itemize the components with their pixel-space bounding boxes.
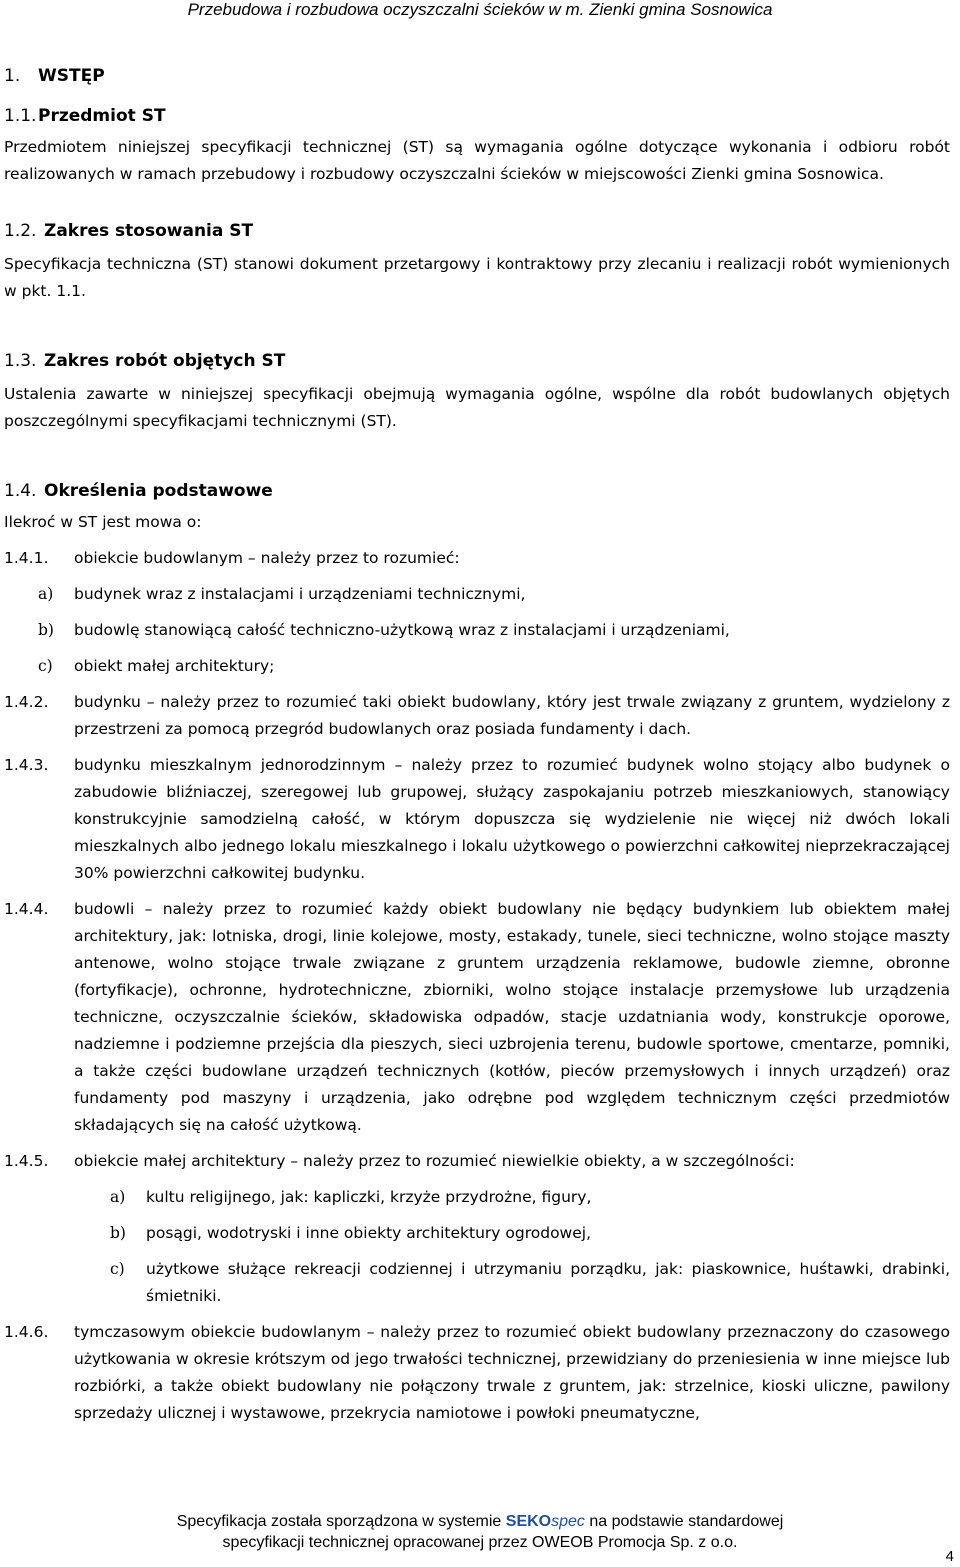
brand-part-b: spec [551,1513,585,1530]
definition-text: tymczasowym obiekcie budowlanym – należy przez to rozumieć obiekt budowlany przeznaczony do czasowego użytkowania w okresie krótszym od jego trwałości technicznej, przewidziany do przeniesienia w inne miejsce lub rozbiórki, a także obiekt budowlany nie połączony trwale z gruntem, jak: strzelnice, kioski uliczne, pawilony sprzedaży ulicznej i wystawowe, przekrycia namiotowe i powłoki pneumatyczne, [74,1323,950,1422]
definition [4,1319,950,1422]
definition [4,1148,950,1175]
footer-line-1 [0,1511,960,1532]
footer-line-2: specyfikacji technicznej opracowanej przez OWEOB Promocja Sp. z o.o. [222,1534,738,1551]
list-marker: c) [110,1260,125,1278]
definition [4,545,950,572]
paragraph: Specyfikacja techniczna (ST) stanowi dokument przetargowy i kontraktowy przy zlecaniu i realizacji robót wymienionych w pkt. 1.1. [4,255,950,300]
subsection-number: 1.1. [4,106,37,126]
sekospec-logo [506,1513,585,1530]
subsection-number: 1.2. [4,221,37,241]
definition-number: 1.4.6. [4,1323,49,1341]
subsection-heading [4,217,950,245]
brand-part-a: SEKO [505,1513,552,1530]
list-text: budynek wraz z instalacjami i urządzeniami technicznymi, [74,585,526,603]
definition-text: budynku – należy przez to rozumieć taki obiekt budowlany, który jest trwale związany z gruntem, wydzielony z przestrzeni za pomocą przegród budowlanych oraz posiada fundamenty i dach. [74,693,950,738]
definition-number: 1.4.2. [4,693,49,711]
definition-text: obiekcie budowlanym – należy przez to rozumieć: [74,549,460,567]
definition [4,896,950,1139]
definition-text: budowli – należy przez to rozumieć każdy obiekt budowlany nie będący budynkiem lub obiektem małej architektury, jak: lotniska, drogi, linie kolejowe, mosty, estakady, tunele, sieci techniczne, wolno stojące maszty antenowe, wolno stojące trwale związane z gruntem urządzenia reklamowe, budowle ziemne, obronne (fortyfikacje), ochronne, hydrotechniczne, zbiorniki, wolno stojące instalacje przemysłowe lub urządzenia techniczne, oczyszczalnie ścieków, składowiska odpadów, stacje uzdatniania wody, konstrukcje oporowe, nadziemne i podziemne przejścia dla pieszych, sieci uzbrojenia terenu, budowle sportowe, cmentarze, pomniki, a także części budowlane urządzeń technicznych (kotłów, pieców przemysłowych i innych urządzeń) oraz fundamenty pod maszyny i urządzenia, jako odrębne pod względem technicznym części przedmiotów składających się na całość użytkową. [74,900,950,1134]
page-footer [0,1511,960,1553]
subsection-number: 1.3. [4,351,37,371]
page-number: 4 [945,1548,954,1565]
subsection-title: Przedmiot ST [38,106,166,126]
list-text: kultu religijnego, jak: kapliczki, krzyże przydrożne, figury, [146,1188,592,1206]
definition-number: 1.4.4. [4,900,49,918]
list-item [38,581,950,608]
subsection-title: Określenia podstawowe [44,481,273,501]
paragraph: Ilekroć w ST jest mowa o: [4,513,202,531]
subsection-heading [4,102,950,130]
list-marker: b) [110,1224,126,1242]
definition [4,752,950,887]
list-item [110,1184,950,1211]
list-marker: b) [38,621,54,639]
list-item [110,1256,950,1310]
subsection-heading [4,477,950,505]
paragraph: Ustalenia zawarte w niniejszej specyfikacji obejmują wymagania ogólne, wspólne dla robót budowlanych objętych poszczególnymi specyfikacjami technicznymi (ST). [4,385,950,430]
list-item [38,653,950,680]
subsection-title: Zakres robót objętych ST [44,351,286,371]
list-item [110,1220,950,1247]
definition-text: budynku mieszkalnym jednorodzinnym – należy przez to rozumieć budynek wolno stojący albo budynek o zabudowie bliźniaczej, szeregowej lub grupowej, służący zaspokajaniu potrzeb mieszkaniowych, stanowiący konstrukcyjnie samodzielną całość, w którym dopuszcza się wydzielenie nie więcej niż dwóch lokali mieszkalnych albo jednego lokalu mieszkalnego i lokalu użytkowego o powierzchni całkowitej nieprzekraczającej 30% powierzchni całkowitej budynku. [74,756,950,882]
section-heading [4,62,950,90]
list-item [38,617,950,644]
list-marker: c) [38,657,53,675]
list-text: posągi, wodotryski i inne obiekty architektury ogrodowej, [146,1224,592,1242]
list-text: użytkowe służące rekreacji codziennej i utrzymaniu porządku, jak: piaskownice, huśtawki, drabinki, śmietniki. [146,1260,950,1305]
footer-text: Specyfikacja została sporządzona w systemie [176,1513,502,1530]
list-text: obiekt małej architektury; [74,657,275,675]
definition-number: 1.4.1. [4,549,49,567]
running-header: Przebudowa i rozbudowa oczyszczalni ścieków w m. Zienki gmina Sosnowica [187,0,773,19]
section-title: WSTĘP [38,66,105,86]
definition-text: obiekcie małej architektury – należy przez to rozumieć niewielkie obiekty, a w szczególności: [74,1152,795,1170]
list-text: budowlę stanowiącą całość techniczno-użytkową wraz z instalacjami i urządzeniami, [74,621,730,639]
subsection-heading [4,347,950,375]
definition-number: 1.4.5. [4,1152,49,1170]
subsection-title: Zakres stosowania ST [44,221,254,241]
list-marker: a) [110,1188,126,1206]
paragraph: Przedmiotem niniejszej specyfikacji technicznej (ST) są wymagania ogólne dotyczące wykonania i odbioru robót realizowanych w ramach przebudowy i rozbudowy oczyszczalni ścieków w miejscowości Zienki gmina Sosnowica. [4,138,950,183]
definition-number: 1.4.3. [4,756,49,774]
footer-text: na podstawie standardowej [589,1513,784,1530]
list-marker: a) [38,585,54,603]
document-body [4,62,950,1422]
section-number: 1. [4,66,21,86]
subsection-number: 1.4. [4,481,37,501]
definition [4,689,950,743]
